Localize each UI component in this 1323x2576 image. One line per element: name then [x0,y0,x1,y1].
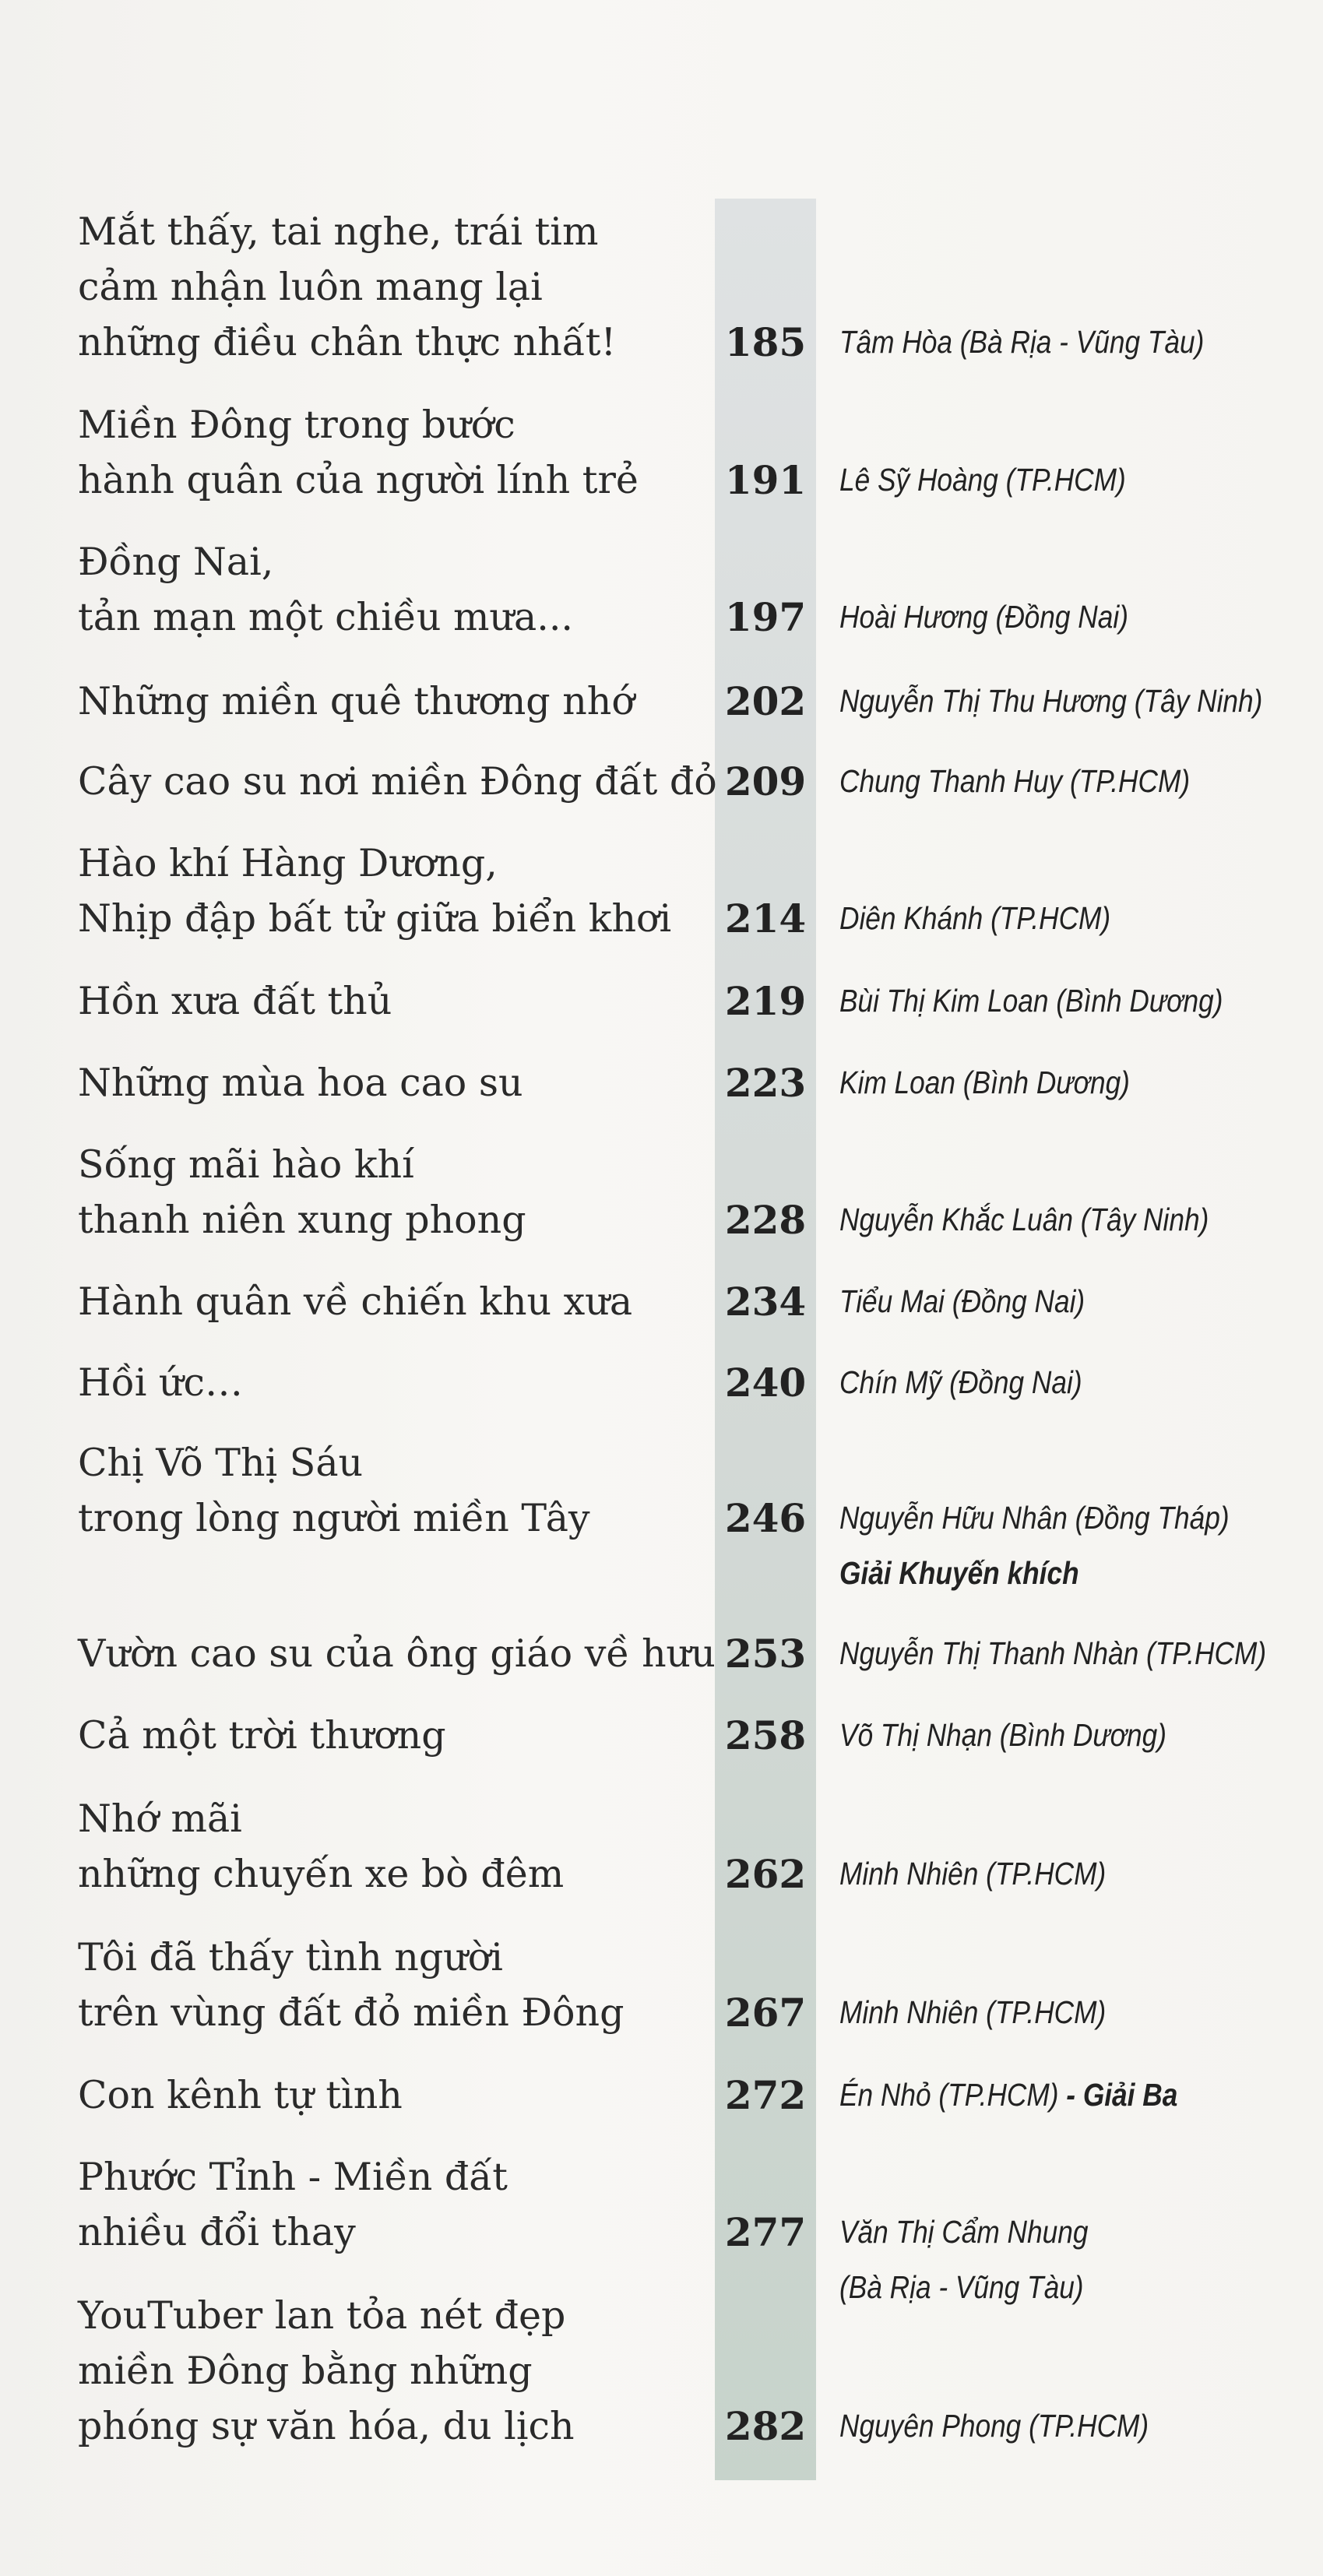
entry-page-number: 219 [724,978,807,1024]
entry-page-number: 209 [724,758,807,804]
entry-page-number: 282 [724,2403,807,2449]
entry-title: Mắt thấy, tai nghe, trái tim cảm nhận luôn mang lại những điều chân thực nhất! [78,209,617,364]
entry-title: Chị Võ Thị Sáu trong lòng người miền Tây [78,1441,590,1540]
entry-title: Cả một trời thương [78,1713,446,1758]
entry-author: Tiểu Mai (Đồng Nai) [839,1283,1085,1319]
entry-page-number: 253 [724,1631,807,1677]
entry-page-number: 262 [724,1851,807,1897]
entry-page-number: 246 [724,1495,807,1541]
entry-title: YouTuber lan tỏa nét đẹp miền Đông bằng những phóng sự văn hóa, du lịch [78,2293,575,2448]
entry-author: Lê Sỹ Hoàng (TP.HCM) [839,462,1126,498]
entry-page-number: 258 [724,1712,807,1758]
entry-page-number: 223 [724,1060,807,1106]
entry-page-number: 234 [724,1279,807,1325]
entry-title: Nhớ mãi những chuyến xe bò đêm [78,1797,565,1896]
entry-author: Chín Mỹ (Đồng Nai) [839,1364,1082,1400]
entry-author: Chung Thanh Huy (TP.HCM) [839,763,1191,799]
entry-page-number: 267 [724,1990,807,2036]
entry-author: Diên Khánh (TP.HCM) [839,900,1111,936]
entry-title: Hào khí Hàng Dương, Nhịp đập bất tử giữa biển khơi [78,841,672,941]
entry-title: Miền Đông trong bước hành quân của người lính trẻ [78,403,639,502]
entry-title: Hồi ức… [78,1360,243,1405]
entry-title: Con kênh tự tình [78,2073,403,2117]
entry-author: Nguyên Phong (TP.HCM) [839,2408,1149,2444]
entry-page-number: 191 [724,457,807,503]
entry-title: Những mùa hoa cao su [78,1061,523,1105]
entry-author: Võ Thị Nhạn (Bình Dương) [839,1717,1166,1753]
entry-author: Văn Thị Cẩm Nhung (Bà Rịa - Vũng Tàu) [839,2214,1089,2305]
entry-title: Tôi đã thấy tình người trên vùng đất đỏ miền Đông [78,1935,625,2035]
entry-author: Tâm Hòa (Bà Rịa - Vũng Tàu) [839,324,1205,360]
award-label: - Giải Ba [1058,2077,1178,2113]
entry-author: Nguyễn Hữu Nhân (Đồng Tháp) Giải Khuyến khích [839,1490,1241,1601]
entry-author: Minh Nhiên (TP.HCM) [839,1994,1107,2030]
entry-author: Nguyễn Thị Thu Hương (Tây Ninh) [839,683,1263,719]
entry-page-number: 272 [724,2072,807,2118]
entry-page-number: 202 [724,678,807,724]
entry-author: Minh Nhiên (TP.HCM) [839,1856,1107,1892]
entry-author: Hoài Hương (Đồng Nai) [839,599,1128,635]
entry-title: Vườn cao su của ông giáo về hưu [78,1631,716,1676]
entry-title: Đồng Nai, tản mạn một chiều mưa... [78,540,573,639]
entry-title: Hành quân về chiến khu xưa [78,1279,633,1324]
entry-author: Bùi Thị Kim Loan (Bình Dương) [839,983,1223,1019]
entry-page-number: 277 [724,2209,807,2255]
entry-title: Hồn xưa đất thủ [78,979,392,1023]
entry-title: Phước Tỉnh - Miền đất nhiều đổi thay [78,2155,508,2254]
entry-title: Sống mãi hào khí thanh niên xung phong [78,1142,526,1242]
entry-author: Én Nhỏ (TP.HCM) - Giải Ba [839,2077,1178,2113]
entry-page-number: 197 [724,594,807,640]
entry-author: Nguyễn Khắc Luân (Tây Ninh) [839,1202,1209,1237]
award-label: Giải Khuyến khích [839,1555,1079,1591]
entry-author: Kim Loan (Bình Dương) [839,1065,1130,1100]
entry-page-number: 240 [724,1360,807,1406]
entry-title: Cây cao su nơi miền Đông đất đỏ [78,759,717,804]
entry-page-number: 185 [724,319,807,365]
entry-title: Những miền quê thương nhớ [78,679,635,723]
entry-author: Nguyễn Thị Thanh Nhàn (TP.HCM) [839,1635,1267,1671]
entry-page-number: 214 [724,896,807,941]
entry-page-number: 228 [724,1197,807,1243]
